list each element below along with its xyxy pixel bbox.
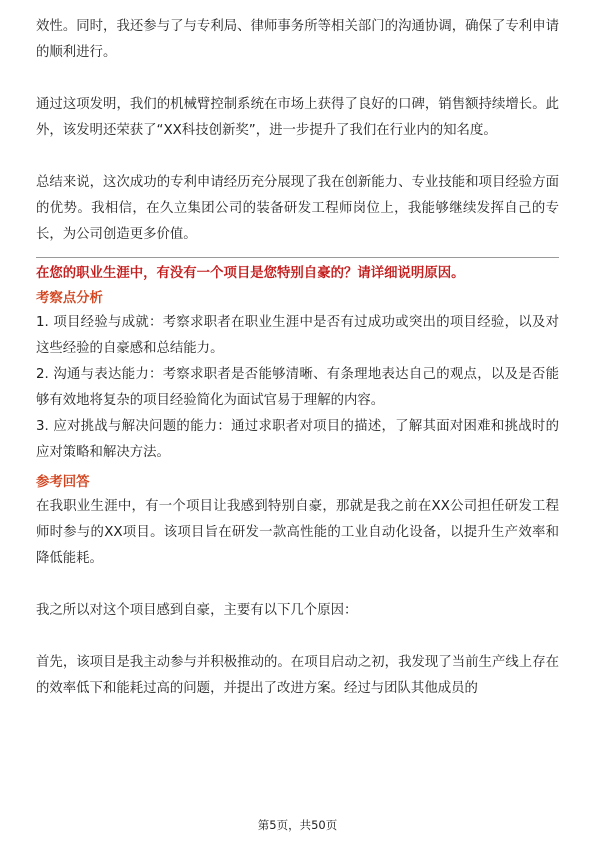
page-number: 第5页，共50页 (257, 818, 338, 832)
analysis-item-2: 2. 沟通与表达能力：考察求职者是否能够清晰、有条理地表达自己的观点，以及是否能够有效地将复杂的项目经验简化为面试官易于理解的内容。 (36, 367, 559, 408)
section-spacer (36, 466, 559, 470)
analysis-item-1: 1. 项目经验与成就：考察求职者在职业生涯中是否有过成功或突出的项目经验，以及对这些经验的自豪感和总结能力。 (36, 315, 559, 356)
paragraph-spacer (36, 66, 559, 92)
paragraph-spacer (36, 144, 559, 170)
paragraph-spacer (36, 572, 559, 598)
analysis-title: 考察点分析 (36, 291, 103, 306)
answer-paragraph-1: 在我职业生涯中，有一个项目让我感到特别自豪，那就是我之前在XX公司担任研发工程师时参与的XX项目。该项目旨在研发一款高性能的工业自动化设备，以提升生产效率和降低能耗。 (36, 499, 559, 566)
page-content (36, 14, 559, 702)
section-divider (36, 257, 559, 258)
intro-paragraph-2: 通过这项发明，我们的机械臂控制系统在市场上获得了良好的口碑，销售额持续增长。此外，该发明还荣获了“XX科技创新奖”，进一步提升了我们在行业内的知名度。 (36, 97, 559, 138)
answer-paragraph-3: 首先，该项目是我主动参与并积极推动的。在项目启动之初，我发现了当前生产线上存在的效率低下和能耗过高的问题，并提出了改进方案。经过与团队其他成员的 (36, 655, 559, 696)
analysis-item-3: 3. 应对挑战与解决问题的能力：通过求职者对项目的描述，了解其面对困难和挑战时的应对策略和解决方法。 (36, 419, 559, 460)
paragraph-spacer (36, 624, 559, 650)
interview-question: 在您的职业生涯中，有没有一个项目是您特别自豪的？请详细说明原因。 (36, 266, 465, 281)
intro-paragraph-3: 总结来说，这次成功的专利申请经历充分展现了我在创新能力、专业技能和项目经验方面的优势。我相信，在久立集团公司的装备研发工程师岗位上，我能够继续发挥自己的专长，为公司创造更多价值。 (36, 175, 559, 242)
answer-title: 参考回答 (36, 475, 90, 490)
answer-paragraph-2: 我之所以对这个项目感到自豪，主要有以下几个原因： (36, 603, 358, 618)
intro-paragraph-1: 效性。同时，我还参与了与专利局、律师事务所等相关部门的沟通协调，确保了专利申请的顺利进行。 (36, 19, 559, 60)
